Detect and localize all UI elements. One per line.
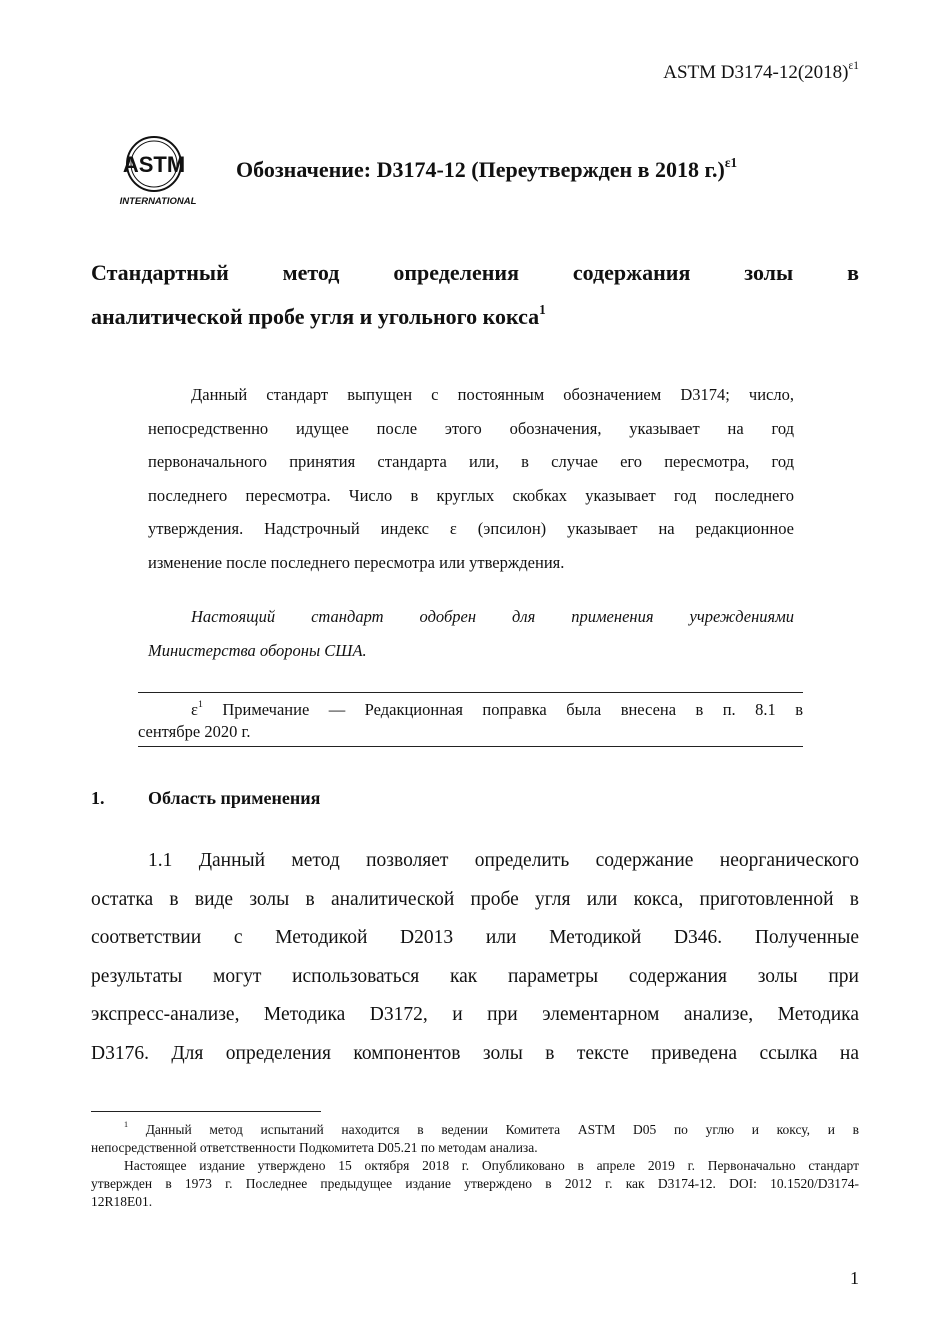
astm-logo — [118, 132, 202, 208]
section-title: Область применения — [148, 788, 321, 808]
dod-approval-notice — [148, 600, 794, 667]
footnote — [91, 1121, 859, 1211]
footnote-line: $^1$ Данный метод испытаний находится в ведении Комитета ASTM D05 по углю и коксу, и в — [124, 1120, 859, 1137]
footnote-line: 12R18E01. — [91, 1194, 153, 1209]
notice-line: непосредственно идущее после этого обозначения, указывает на год — [148, 418, 794, 438]
body-line: остатка в виде золы в аналитической пробе угля или кокса, приготовленной в — [91, 888, 859, 910]
logo-subtext: INTERNATIONAL — [119, 196, 197, 207]
document-designation: Обозначение: D3174-12 (Переутвержден в 2018 г.)$^{\varepsilon 1}$ — [236, 154, 738, 182]
logo-text: ASTM — [122, 152, 186, 177]
title-line-1: Стандартный метод определения содержания золы в — [91, 260, 859, 285]
body-line: результаты могут использоваться как параметры содержания золы при — [91, 965, 859, 987]
footnote-line: утвержден в 1973 г. Последнее предыдущее издание утверждено в 2012 г. как D3174-12. DOI: 10.1520/D3174- — [91, 1176, 859, 1191]
note-bottom-rule — [138, 746, 803, 747]
title-line-2: аналитической пробе угля и угольного кокса$^1$ — [91, 301, 546, 329]
body-line: 1.1 Данный метод позволяет определить содержание неорганического — [148, 850, 859, 871]
body-line: экспресс-анализе, Методика D3172, и при элементарном анализе, Методика — [91, 1004, 859, 1025]
note-top-rule — [138, 692, 803, 693]
section-1-1-paragraph — [91, 842, 859, 1073]
notice-line: утверждения. Надстрочный индекс ε (эпсилон) указывает на редакционное — [148, 519, 794, 538]
page-header-designation: ASTM $D3174-12(2018)^{\varepsilon 1}$ — [663, 59, 859, 83]
editorial-note: $\varepsilon^1$ Примечание — Редакционная поправка была внесена в п. 8.1 в сентябре 2020 г. — [138, 699, 803, 741]
notice-line: последнего пересмотра. Число в круглых скобках указывает год последнего — [148, 485, 794, 505]
body-line: соответствии с Методикой D2013 или Методикой D346. Полученные — [91, 927, 859, 948]
standard-notice — [148, 378, 794, 579]
notice-line: изменение после последнего пересмотра или утверждения. — [148, 552, 565, 572]
dod-line: Настоящий стандарт одобрен для применения учреждениями — [191, 607, 794, 626]
section-number: 1. — [91, 788, 105, 808]
footnote-line: непосредственной ответственности Подкомитета D05.21 по методам анализа. — [91, 1140, 538, 1155]
footnote-line: Настоящее издание утверждено 15 октября 2018 г. Опубликовано в апреле 2019 г. Первоначально стандарт — [124, 1158, 859, 1173]
dod-line: Министерства обороны США. — [148, 640, 367, 660]
page-number: 1 — [850, 1268, 859, 1288]
notice-line: Данный стандарт выпущен с постоянным обозначением D3174; число, — [191, 385, 794, 404]
body-line: D3176. Для определения компонентов золы в тексте приведена ссылка на — [91, 1042, 859, 1064]
notice-line: первоначального принятия стандарта или, в случае его пересмотра, год — [148, 452, 794, 471]
footnote-rule — [91, 1111, 321, 1112]
